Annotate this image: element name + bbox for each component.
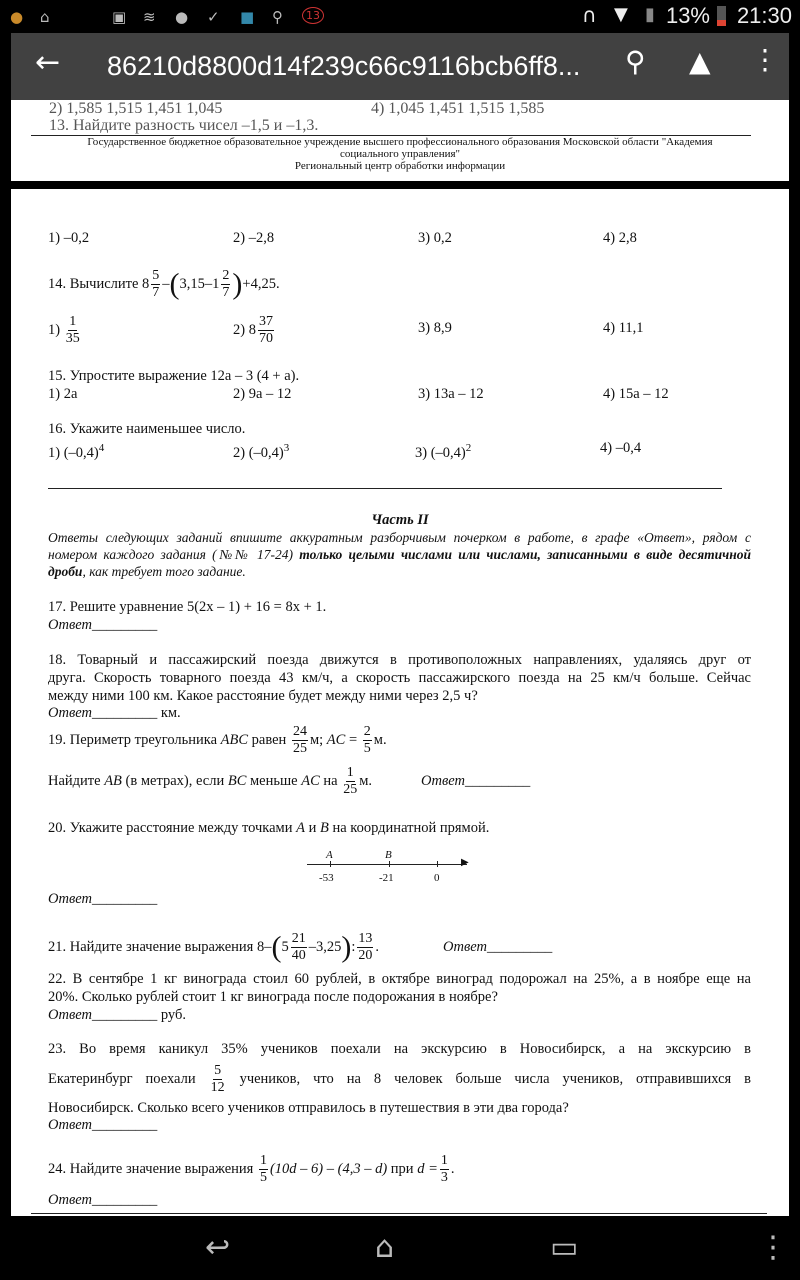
home-icon[interactable]: ⌂ <box>375 1230 395 1265</box>
instructions: Ответы следующих заданий впишите аккуратным разборчивым почерком в работе, в графе «Ответ», рядом с <box>48 530 751 545</box>
search-icon[interactable]: ⚲ <box>625 45 646 78</box>
broom-icon: ⌂ <box>40 8 50 26</box>
signal-icon: ▮ <box>645 4 655 25</box>
answer-option: 4) 15а – 12 <box>603 386 669 402</box>
answer-option: 3) $(-0,4)^2$ <box>415 442 472 461</box>
tick-label: -53 <box>319 872 334 884</box>
question-17: 17. Решите уравнение 5(2x – 1) + 16 = 8x + 1. <box>48 599 327 615</box>
answer-option: 3) 8,9 <box>418 320 452 336</box>
answer-field[interactable]: Ответ_________ руб. <box>48 1007 186 1023</box>
answer-option: 4) 11,1 <box>603 320 644 336</box>
download-check-icon: ✓ <box>207 8 220 26</box>
answer-field[interactable]: Ответ_________ км. <box>48 705 181 721</box>
battery-icon <box>717 6 726 26</box>
org-line: социального управления" <box>339 148 461 160</box>
answer-option: 1) –0,2 <box>48 230 90 246</box>
point-a-label: A <box>326 849 333 861</box>
org-line: Государственное бюджетное образовательное учреждение высшего профессионального образования Московской области "Академия <box>87 136 713 148</box>
answer-field[interactable]: Ответ_________ <box>48 891 158 907</box>
menu-icon[interactable]: ⋮ <box>758 1230 788 1265</box>
question-22: 22. В сентябре 1 кг винограда стоил 60 рублей, в октябре виноград подорожал на 25%, а в ноябре еще на <box>48 971 751 987</box>
divider <box>31 1213 767 1214</box>
document-title: 86210d8800d14f239c66c9116bcb6ff8... <box>107 51 581 81</box>
search-notification-icon: ⚲ <box>272 8 283 26</box>
document-page-top <box>11 100 789 181</box>
tick-label: -21 <box>379 872 394 884</box>
clock: 21:30 <box>736 3 792 28</box>
instructions: дроби, как требует того задание. <box>48 564 246 579</box>
question-13: 13. Найдите разность чисел –1,5 и –1,3. <box>49 117 319 134</box>
answer-option: 3) 13а – 12 <box>418 386 484 402</box>
partial-answer-row: 4) 1,045 1,451 1,515 1,585 <box>371 100 545 117</box>
answer-option: 1) 2а <box>48 386 78 402</box>
org-line: Региональный центр обработки информации <box>294 160 506 172</box>
question-14: 14. Вычислите 8 $\frac{5}{7}$ –(3,15–1 $\frac{2}{7}$ )+4,25. <box>48 267 280 301</box>
axis-line <box>307 864 467 865</box>
question-15: 15. Упростите выражение 12а – 3 (4 + а). <box>48 368 300 384</box>
question-19: Найдите AB (в метрах), если BC меньше AC на $\frac{1}{25}$ м. <box>48 765 373 798</box>
more-options-icon[interactable]: ⋮ <box>751 43 779 76</box>
part-title: Часть II <box>371 512 429 528</box>
back-icon[interactable]: ↩ <box>205 1230 231 1265</box>
back-arrow-icon[interactable]: ← <box>35 45 61 80</box>
answer-field[interactable]: Ответ_________ <box>48 1192 158 1208</box>
answer-field[interactable]: Ответ_________ <box>421 773 531 789</box>
answer-option: 4) –0,4 <box>600 440 642 456</box>
navigation-bar <box>0 1216 800 1280</box>
bug-notification-icon: ● <box>10 8 24 26</box>
instructions: номером каждого задания (№№ 17-24) только целыми числами или числами, записанными в виде десятичной <box>48 547 751 562</box>
arrow-icon: ▶ <box>461 857 469 868</box>
answer-option: 3) 0,2 <box>418 230 452 246</box>
app-bar <box>11 33 789 100</box>
question-19: 19. Периметр треугольника ABC равен $\frac{24}{25}$ м; AC = $\frac{2}{5}$ м. <box>48 724 387 757</box>
answer-option: 2) –2,8 <box>233 230 275 246</box>
answer-option: 4) 2,8 <box>603 230 637 246</box>
point-b-label: B <box>385 849 392 861</box>
document-page <box>11 189 789 1216</box>
drive-add-icon[interactable]: ▲ <box>689 45 711 78</box>
tick-label: 0 <box>434 872 440 884</box>
question-16: 16. Укажите наименьшее число. <box>48 421 246 437</box>
question-21: 21. Найдите значение выражения 8–(5 $\frac{21}{40}$ –3,25): $\frac{13}{20}$ . <box>48 930 379 964</box>
notification-count-badge: 13 <box>302 7 324 24</box>
status-bar <box>0 0 800 33</box>
battery-percent: 13% <box>665 3 710 28</box>
question-23: Новосибирск. Сколько всего учеников отправилось в путешествия в эти два города? <box>48 1100 569 1116</box>
question-24: 24. Найдите значение выражения $\frac{1}{5}$ (10d – 6) – (4,3 – d) при d = $\frac{1}{3}$ . <box>48 1153 455 1186</box>
number-line <box>301 846 481 886</box>
rss-icon: ≋ <box>143 8 156 26</box>
answer-option: 1) $(-0,4)^4$ <box>48 442 105 461</box>
question-22: 20%. Сколько рублей стоит 1 кг винограда после подорожания в ноябре? <box>48 989 498 1005</box>
question-23: Екатеринбург поехали $\frac{5}{12}$ учеников, что на 8 человек больше числа учеников, отправившихся в <box>48 1063 752 1096</box>
answer-option: 2) 8 $\frac{37}{70}$ <box>233 314 273 347</box>
recent-apps-icon[interactable]: ▭ <box>550 1230 579 1265</box>
question-20: 20. Укажите расстояние между точками A и B на координатной прямой. <box>48 820 490 836</box>
answer-field[interactable]: Ответ_________ <box>48 1117 158 1133</box>
answer-option: 2) 9а – 12 <box>233 386 292 402</box>
answer-option: 1) $\frac{1}{35}$ <box>48 314 80 347</box>
question-18: между ними 100 км. Какое расстояние будет между ними через 2,5 ч? <box>48 688 478 704</box>
app-icon: ■ <box>240 8 255 26</box>
question-18: 18. Товарный и пассажирский поезда движутся в противоположных направлениях, удаляясь друг от <box>48 652 751 668</box>
partial-answer-row: 2) 1,585 1,515 1,451 1,045 <box>49 100 223 117</box>
question-23: 23. Во время каникул 35% учеников поехали на экскурсию в Новосибирск, а на экскурсию в <box>48 1041 751 1057</box>
answer-option: 2) $(-0,4)^3$ <box>233 442 290 461</box>
headphones-icon: ∩ <box>582 3 597 27</box>
wifi-icon: ▼ <box>614 4 628 25</box>
answer-field[interactable]: Ответ_________ <box>443 939 553 955</box>
image-icon: ▣ <box>112 8 127 26</box>
chat-icon: ● <box>175 8 189 26</box>
divider <box>48 488 722 489</box>
answer-field[interactable]: Ответ_________ <box>48 617 158 633</box>
question-18: друга. Скорость товарного поезда 43 км/ч, а скорость пассажирского поезда на 25 км/ч больше. Сейчас <box>48 670 751 686</box>
